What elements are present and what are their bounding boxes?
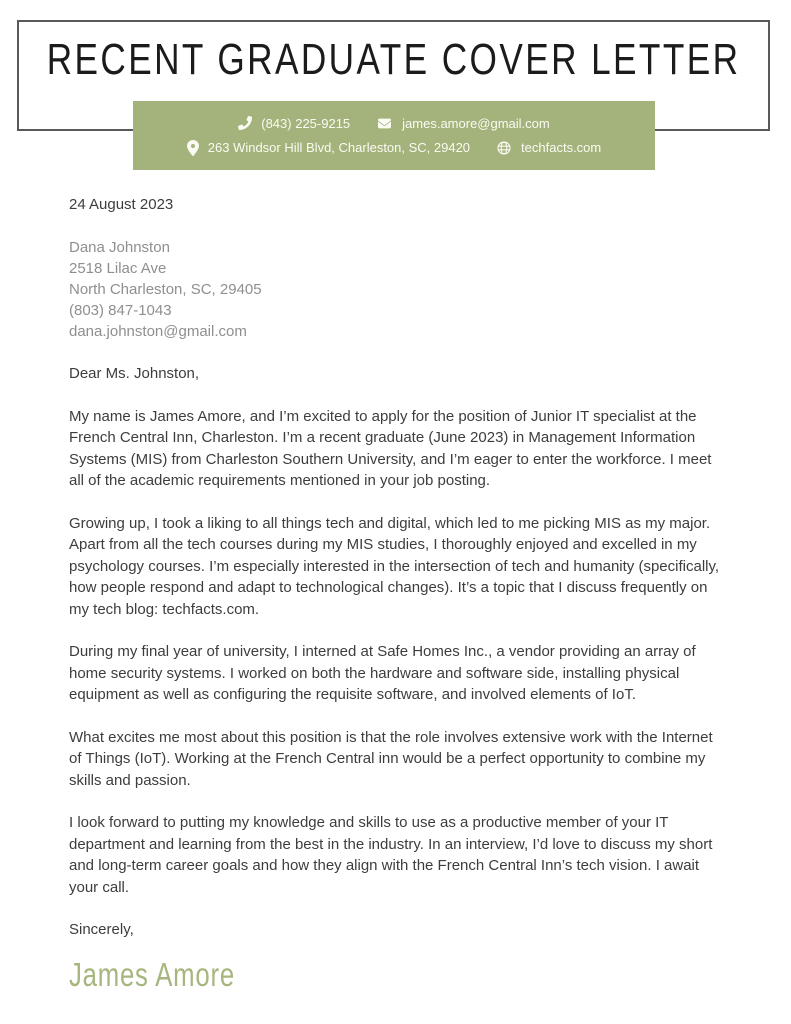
salutation: Dear Ms. Johnston, <box>69 365 200 382</box>
recipient-email: dana.johnston@gmail.com <box>69 323 247 340</box>
globe-icon <box>496 140 512 156</box>
recipient-street: 2518 Lilac Ave <box>69 260 167 277</box>
envelope-icon <box>376 117 393 130</box>
contact-website <box>496 140 601 156</box>
paragraph-outlook: I look forward to putting my knowledge and skills to use as a productive member of your IT department and learning from the best in the industry. In an interview, I’d love to discuss my short and long-term career goals and how they align with the French Central Inn’s tech vision. I await your call. <box>69 814 713 896</box>
contact-row-bottom <box>133 140 655 156</box>
signature: James Amore <box>69 955 235 993</box>
contact-phone-value: (843) 225-9215 <box>261 115 351 131</box>
location-pin-icon <box>187 140 199 156</box>
letter-body <box>0 194 791 994</box>
letter-header <box>0 0 791 170</box>
closing: Sincerely, <box>69 921 134 938</box>
contact-bar <box>133 101 655 170</box>
page-title: RECENT GRADUATE COVER LETTER <box>46 35 741 84</box>
recipient-city: North Charleston, SC, 29405 <box>69 281 262 298</box>
paragraph-intro: My name is James Amore, and I’m excited to apply for the position of Junior IT specialist at the French Central Inn, Charleston. I’m a recent graduate (June 2023) in Management Information Systems (MIS) from Charleston Southern University, and I’m eager to enter the workforce. I meet all of the academic requirements mentioned in your job posting. <box>69 407 712 489</box>
paragraph-internship: During my final year of university, I interned at Safe Homes Inc., a vendor providing an array of home security systems. I worked on both the hardware and software side, installing physical equipment as well as configuring the requisite software, and involved elements of IoT. <box>69 643 696 703</box>
contact-address <box>187 140 470 156</box>
contact-phone <box>238 116 350 131</box>
contact-address-value: 263 Windsor Hill Blvd, Charleston, SC, 29420 <box>207 140 471 155</box>
paragraph-motivation: What excites me most about this position is that the role involves extensive work with the Internet of Things (IoT). Working at the French Central inn would be a perfect opportunity to combine my skills and passion. <box>69 728 713 789</box>
recipient-phone: (803) 847-1043 <box>69 302 172 319</box>
contact-row-top <box>133 116 655 131</box>
letter-date: 24 August 2023 <box>69 196 174 213</box>
contact-email-value: james.amore@gmail.com <box>402 115 550 131</box>
contact-website-value: techfacts.com <box>521 140 602 155</box>
contact-email <box>376 116 550 131</box>
paragraph-background: Growing up, I took a liking to all things tech and digital, which led to me picking MIS as my major. Apart from all the tech courses during my MIS studies, I thoroughly enjoyed and excelled in my psychology courses. I’m especially interested in the intersection of tech and humanity (specifically, how people respond and adapt to technological changes). It’s a topic that I discuss frequently on my tech blog: techfacts.com. <box>69 514 720 618</box>
phone-icon <box>238 116 252 130</box>
recipient-name: Dana Johnston <box>69 239 170 256</box>
recipient-block <box>69 237 722 342</box>
